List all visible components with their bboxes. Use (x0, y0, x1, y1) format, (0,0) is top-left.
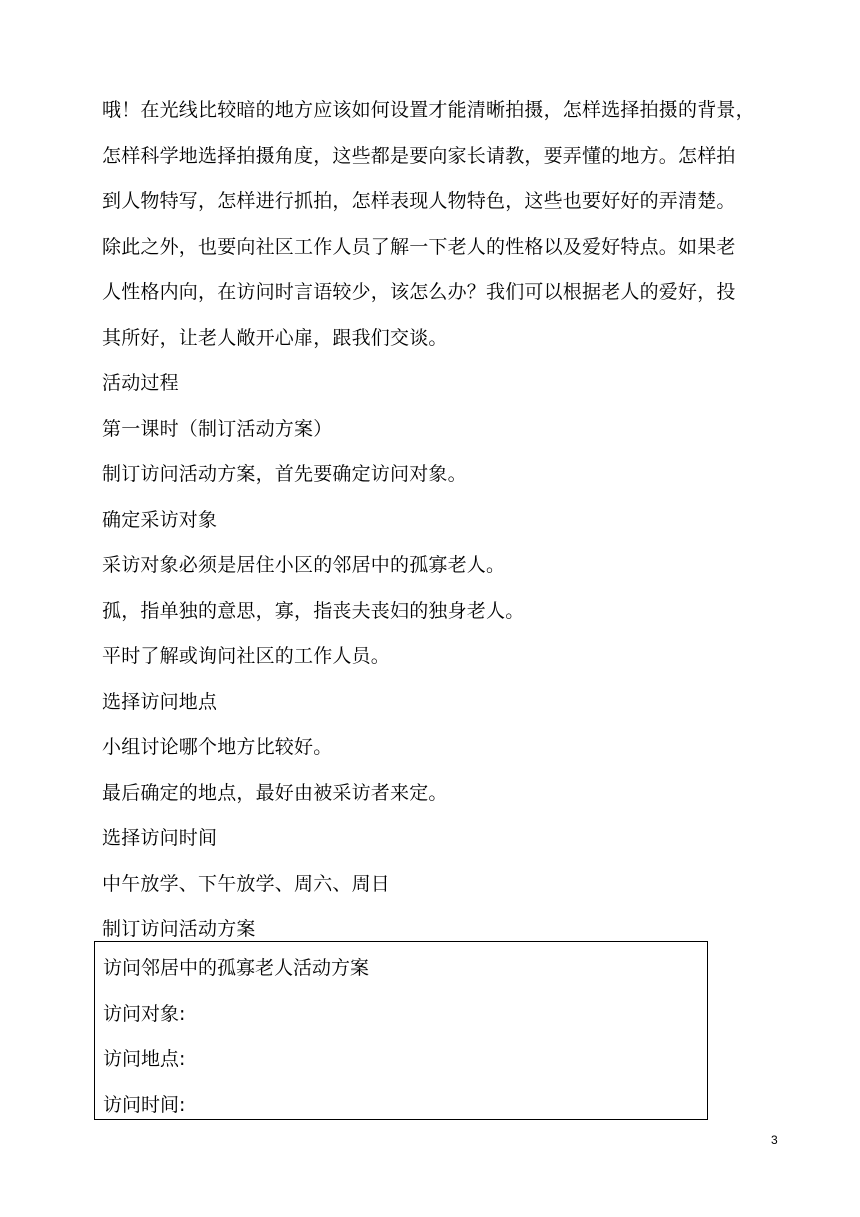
plan-box-content (103, 946, 369, 1128)
paragraph-line: 哦！在光线比较暗的地方应该如何设置才能清晰拍摄，怎样选择拍摄的背景， (102, 99, 755, 121)
plan-target-label: 访问对象: (103, 1002, 186, 1025)
subheading-plan: 制订访问活动方案 (102, 918, 256, 940)
plan-title: 访问邻居中的孤寡老人活动方案 (103, 957, 370, 979)
paragraph-line: 除此之外，也要向社区工作人员了解一下老人的性格以及爱好特点。如果老 (102, 235, 736, 258)
plan-time-label: 访问时间: (103, 1093, 186, 1116)
body-text (102, 88, 755, 953)
paragraph-line: 到人物特写，怎样进行抓拍，怎样表现人物特色，这些也要好好的弄清楚。 (102, 190, 736, 212)
subheading-location: 选择访问地点 (102, 690, 218, 713)
subheading-target: 确定采访对象 (102, 508, 218, 531)
activity-plan-box (94, 941, 708, 1120)
paragraph-line: 最后确定的地点，最好由被采访者来定。 (102, 781, 448, 804)
section-heading-activity-process: 活动过程 (102, 372, 179, 394)
subheading-time: 选择访问时间 (102, 827, 218, 849)
paragraph-line: 人性格内向，在访问时言语较少，该怎么办？我们可以根据老人的爱好，投 (102, 281, 736, 303)
paragraph-line: 制订访问活动方案，首先要确定访问对象。 (102, 463, 467, 485)
page-number: 3 (771, 1133, 778, 1147)
paragraph-line: 小组讨论哪个地方比较好。 (102, 736, 333, 758)
paragraph-line: 其所好，让老人敞开心扉，跟我们交谈。 (102, 326, 448, 349)
paragraph-line: 平时了解或询问社区的工作人员。 (102, 645, 391, 667)
paragraph-line: 孤，指单独的意思，寡，指丧夫丧妇的独身老人。 (102, 599, 525, 622)
paragraph-line: 采访对象必须是居住小区的邻居中的孤寡老人。 (102, 554, 506, 576)
plan-location-label: 访问地点: (103, 1048, 186, 1070)
paragraph-line: 怎样科学地选择拍摄角度，这些都是要向家长请教，要弄懂的地方。怎样拍 (102, 144, 736, 167)
lesson-heading: 第一课时（制订活动方案） (102, 417, 333, 440)
paragraph-line: 中午放学、下午放学、周六、周日 (102, 872, 391, 895)
